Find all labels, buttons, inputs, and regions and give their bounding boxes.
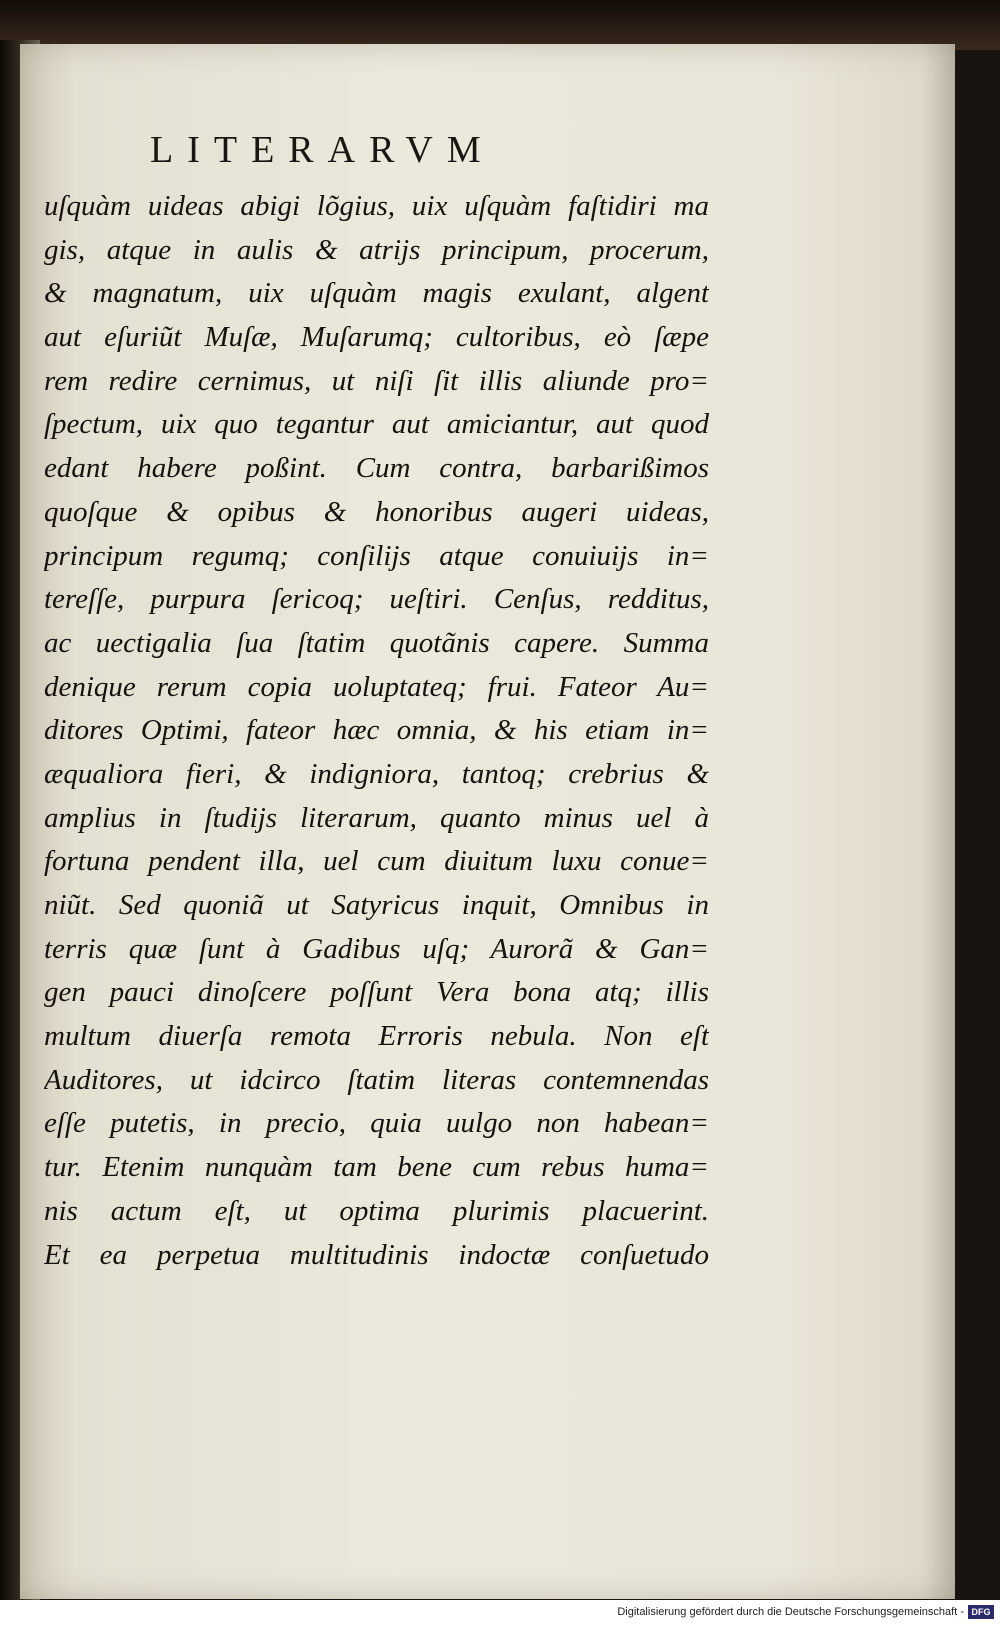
dfg-logo-icon: DFG bbox=[968, 1605, 994, 1619]
text-line: Et ea perpetua multitudinis indoctæ conſuetudo bbox=[44, 1238, 709, 1271]
scan-background-top bbox=[0, 0, 1000, 50]
text-line: gis, atque in aulis & atrijs principum, procerum, bbox=[44, 233, 709, 266]
text-line: tereſſe, purpura ſericoq; ueſtiri. Cenſus, redditus, bbox=[44, 583, 709, 616]
page-edge-shading bbox=[920, 44, 955, 1599]
text-line: fortuna pendent illa, uel cum diuitum luxu conue= bbox=[44, 845, 709, 878]
body-text bbox=[44, 185, 709, 1277]
text-line: amplius in ſtudijs literarum, quanto minus uel à bbox=[44, 801, 709, 834]
text-line: multum diuerſa remota Erroris nebula. Non eſt bbox=[44, 1020, 709, 1053]
text-line: æqualiora fieri, & indigniora, tantoq; crebrius & bbox=[44, 757, 709, 790]
text-line: niũt. Sed quoniã ut Satyricus inquit, Omnibus in bbox=[44, 889, 709, 921]
text-line: aut eſuriũt Muſæ, Muſarumq; cultoribus, eò ſæpe bbox=[44, 321, 709, 354]
text-line: & magnatum, uix uſquàm magis exulant, algent bbox=[44, 277, 709, 310]
text-line: ditores Optimi, fateor hæc omnia, & his etiam in= bbox=[44, 714, 709, 747]
text-line: quoſque & opibus & honoribus augeri uideas, bbox=[44, 495, 709, 528]
text-line: Auditores, ut idcirco ſtatim literas contemnendas bbox=[44, 1063, 709, 1096]
text-line: terris quæ ſunt à Gadibus uſq; Aurorã & Gan= bbox=[44, 932, 709, 965]
text-line: nis actum eſt, ut optima plurimis placuerint. bbox=[44, 1194, 709, 1227]
text-line: ac uectigalia ſua ſtatim quotãnis capere. Summa bbox=[44, 626, 709, 659]
text-line: eſſe putetis, in precio, quia uulgo non habean= bbox=[44, 1107, 709, 1140]
digitization-credit: Digitalisierung gefördert durch die Deutsche Forschungsgemeinschaft - bbox=[617, 1606, 964, 1618]
text-line: tur. Etenim nunquàm tam bene cum rebus huma= bbox=[44, 1151, 709, 1184]
text-line: edant habere poßint. Cum contra, barbarißimos bbox=[44, 452, 709, 485]
text-line: rem redire cernimus, ut niſi ſit illis aliunde pro= bbox=[44, 364, 709, 397]
text-line: principum regumq; conſilijs atque conuiuijs in= bbox=[44, 539, 709, 572]
text-line: denique rerum copia uoluptateq; frui. Fateor Au= bbox=[44, 670, 709, 703]
running-head: LITERARVM bbox=[150, 129, 495, 171]
text-line: uſquàm uideas abigi lõgius, uix uſquàm faſtidiri ma bbox=[44, 190, 709, 222]
text-line: ſpectum, uix quo tegantur aut amiciantur, aut quod bbox=[44, 408, 709, 441]
text-line: gen pauci dinoſcere poſſunt Vera bona atq; illis bbox=[44, 976, 709, 1009]
